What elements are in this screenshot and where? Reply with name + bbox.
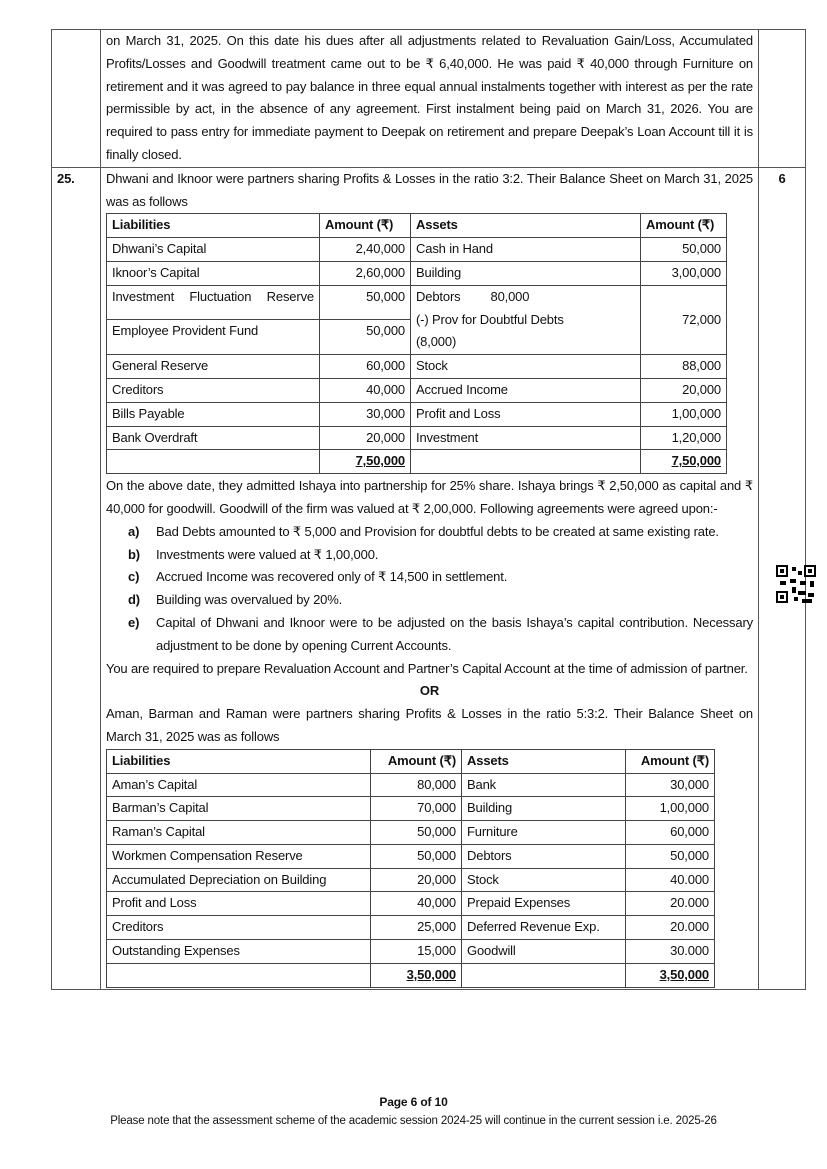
footer-note: Please note that the assessment scheme of the academic session 2024-25 will continue in the current session i.e. 2025-26 bbox=[110, 1115, 717, 1127]
total-row bbox=[107, 450, 727, 474]
table-row bbox=[107, 426, 727, 450]
cell: 1,20,000 bbox=[641, 426, 727, 450]
provision-label: (-) Prov for Doubtful Debts bbox=[416, 311, 564, 327]
cell: 15,000 bbox=[371, 940, 462, 964]
cell: Accrued Income bbox=[411, 378, 641, 402]
debtors-label: Debtors bbox=[416, 288, 461, 304]
cell: Bank Overdraft bbox=[107, 426, 320, 450]
total-liabilities: 7,50,000 bbox=[355, 453, 405, 469]
cell: 72,000 bbox=[641, 285, 727, 354]
cell: 1,00,000 bbox=[641, 402, 727, 426]
question-25-row bbox=[52, 167, 806, 989]
adjustments-list bbox=[106, 521, 753, 658]
cell: Debtors bbox=[462, 844, 626, 868]
cell: Furniture bbox=[462, 821, 626, 845]
cell: 20,000 bbox=[641, 378, 727, 402]
header-amount: Amount (₹) bbox=[626, 749, 715, 773]
cell: Bills Payable bbox=[107, 402, 320, 426]
header-amount: Amount (₹) bbox=[320, 214, 411, 238]
marks: 6 bbox=[759, 167, 806, 989]
alt-question-intro: Aman, Barman and Raman were partners sharing Profits & Losses in the ratio 5:3:2. Their Balance Sheet on March 31, 2025 was as follows bbox=[106, 706, 753, 744]
total-row bbox=[107, 963, 715, 987]
question-table bbox=[51, 29, 806, 990]
list-item: e) Capital of Dhwani and Iknoor were to be adjusted on the basis Ishaya’s capital contribution. Necessary adjustment to be done by opening Current Accounts. bbox=[128, 614, 753, 653]
header-liabilities: Liabilities bbox=[107, 214, 320, 238]
cell: 50,000 bbox=[641, 238, 727, 262]
cell: Profit and Loss bbox=[107, 892, 371, 916]
list-item: c) Accrued Income was recovered only of ₹ 14,500 in settlement. bbox=[128, 569, 508, 585]
table-row bbox=[107, 868, 715, 892]
requirement-text: You are required to prepare Revaluation Account and Partner’s Capital Account at the time of admission of partner. bbox=[106, 660, 748, 676]
or-label: OR bbox=[419, 683, 440, 699]
cell: 20,000 bbox=[371, 868, 462, 892]
cell: 1,00,000 bbox=[626, 797, 715, 821]
balance-sheet-1 bbox=[106, 213, 727, 474]
cell: Goodwill bbox=[462, 940, 626, 964]
cell: Barman’s Capital bbox=[107, 797, 371, 821]
prev-question-text: on March 31, 2025. On this date his dues after all adjustments related to Revaluation Gain/Loss, Accumulated Profits/Losses and Goodwill treatment came out to be ₹ 6,40,000. He was paid ₹ 40,000 through Furniture on retirement and it was agreed to pay balance in three equal annual instalments together with interest as per the rate permissible by act, in the absence of any agreement. First instalment being paid on March 31, 2026. You are required to pass entry for immediate payment to Deepak on retirement and prepare Deepak’s Loan Account till it is finally closed. bbox=[101, 30, 759, 168]
question-intro: Dhwani and Iknoor were partners sharing Profits & Losses in the ratio 3:2. Their Balance Sheet on March 31, 2025 was as follows bbox=[106, 170, 753, 209]
cell: Workmen Compensation Reserve bbox=[107, 844, 371, 868]
cell: 40,000 bbox=[371, 892, 462, 916]
cell: Iknoor’s Capital bbox=[107, 261, 320, 285]
cell: 30,000 bbox=[626, 773, 715, 797]
table-row bbox=[107, 355, 727, 379]
cell: 20,000 bbox=[320, 426, 411, 450]
cell: 40,000 bbox=[320, 378, 411, 402]
table-row bbox=[107, 261, 727, 285]
table-row bbox=[107, 892, 715, 916]
cell: Dhwani’s Capital bbox=[107, 238, 320, 262]
cell: 40.000 bbox=[626, 868, 715, 892]
cell: 30,000 bbox=[320, 402, 411, 426]
cell: 60,000 bbox=[320, 355, 411, 379]
cell: Outstanding Expenses bbox=[107, 940, 371, 964]
cell: 60,000 bbox=[626, 821, 715, 845]
prev-question-row bbox=[52, 30, 806, 168]
cell: 30.000 bbox=[626, 940, 715, 964]
cell: Creditors bbox=[107, 378, 320, 402]
cell: Building bbox=[411, 261, 641, 285]
cell: Creditors bbox=[107, 916, 371, 940]
cell: 50,000 bbox=[320, 320, 411, 355]
table-row bbox=[107, 402, 727, 426]
table-row bbox=[107, 773, 715, 797]
total-assets: 7,50,000 bbox=[671, 453, 721, 469]
header-liabilities: Liabilities bbox=[107, 749, 371, 773]
cell: 80,000 bbox=[371, 773, 462, 797]
total-assets: 3,50,000 bbox=[659, 966, 709, 982]
admission-text: On the above date, they admitted Ishaya into partnership for 25% share. Ishaya brings ₹ 2,50,000 as capital and ₹ 40,000 for goodwill. Goodwill of the firm was valued at ₹ 2,00,000. Following agreements were agreed upon:- bbox=[106, 478, 753, 516]
total-liabilities: 3,50,000 bbox=[406, 966, 456, 982]
cell: 50,000 bbox=[320, 285, 411, 320]
cell: Aman’s Capital bbox=[107, 773, 371, 797]
cell: 20.000 bbox=[626, 892, 715, 916]
question-number: 25. bbox=[52, 167, 101, 989]
table-row bbox=[107, 940, 715, 964]
page-number: Page 6 of 10 bbox=[379, 1095, 448, 1109]
header-amount: Amount (₹) bbox=[641, 214, 727, 238]
cell: Raman’s Capital bbox=[107, 821, 371, 845]
question-body bbox=[101, 167, 759, 989]
header-assets: Assets bbox=[411, 214, 641, 238]
cell: 50,000 bbox=[371, 821, 462, 845]
cell: Building bbox=[462, 797, 626, 821]
table-row bbox=[107, 916, 715, 940]
cell: Bank bbox=[462, 773, 626, 797]
cell: Prepaid Expenses bbox=[462, 892, 626, 916]
cell: Investment Fluctuation Reserve bbox=[107, 285, 320, 320]
list-item: a) Bad Debts amounted to ₹ 5,000 and Provision for doubtful debts to be created at same existing rate. bbox=[128, 523, 719, 539]
cell: Profit and Loss bbox=[411, 402, 641, 426]
table-row bbox=[107, 844, 715, 868]
table-row bbox=[107, 238, 727, 262]
cell: Stock bbox=[462, 868, 626, 892]
qr-code-icon bbox=[776, 565, 816, 603]
cell: 50,000 bbox=[371, 844, 462, 868]
debtors-amount: 80,000 bbox=[490, 288, 530, 304]
cell: 2,40,000 bbox=[320, 238, 411, 262]
cell: Stock bbox=[411, 355, 641, 379]
cell: Cash in Hand bbox=[411, 238, 641, 262]
balance-sheet-2 bbox=[106, 749, 715, 988]
cell: Accumulated Depreciation on Building bbox=[107, 868, 371, 892]
table-row bbox=[107, 285, 727, 320]
header-assets: Assets bbox=[462, 749, 626, 773]
cell: General Reserve bbox=[107, 355, 320, 379]
provision-amount: (8,000) bbox=[416, 334, 457, 350]
cell: 25,000 bbox=[371, 916, 462, 940]
cell: 50,000 bbox=[626, 844, 715, 868]
header-amount: Amount (₹) bbox=[371, 749, 462, 773]
cell: 20.000 bbox=[626, 916, 715, 940]
table-row bbox=[107, 378, 727, 402]
cell: 2,60,000 bbox=[320, 261, 411, 285]
cell: 3,00,000 bbox=[641, 261, 727, 285]
cell: 70,000 bbox=[371, 797, 462, 821]
list-item: d) Building was overvalued by 20%. bbox=[128, 592, 343, 608]
table-row bbox=[107, 821, 715, 845]
cell: Deferred Revenue Exp. bbox=[462, 916, 626, 940]
cell: Investment bbox=[411, 426, 641, 450]
list-item: b) Investments were valued at ₹ 1,00,000. bbox=[128, 546, 379, 562]
table-row bbox=[107, 797, 715, 821]
cell: Employee Provident Fund bbox=[107, 320, 320, 355]
debtors-cell bbox=[411, 285, 641, 354]
cell: 88,000 bbox=[641, 355, 727, 379]
